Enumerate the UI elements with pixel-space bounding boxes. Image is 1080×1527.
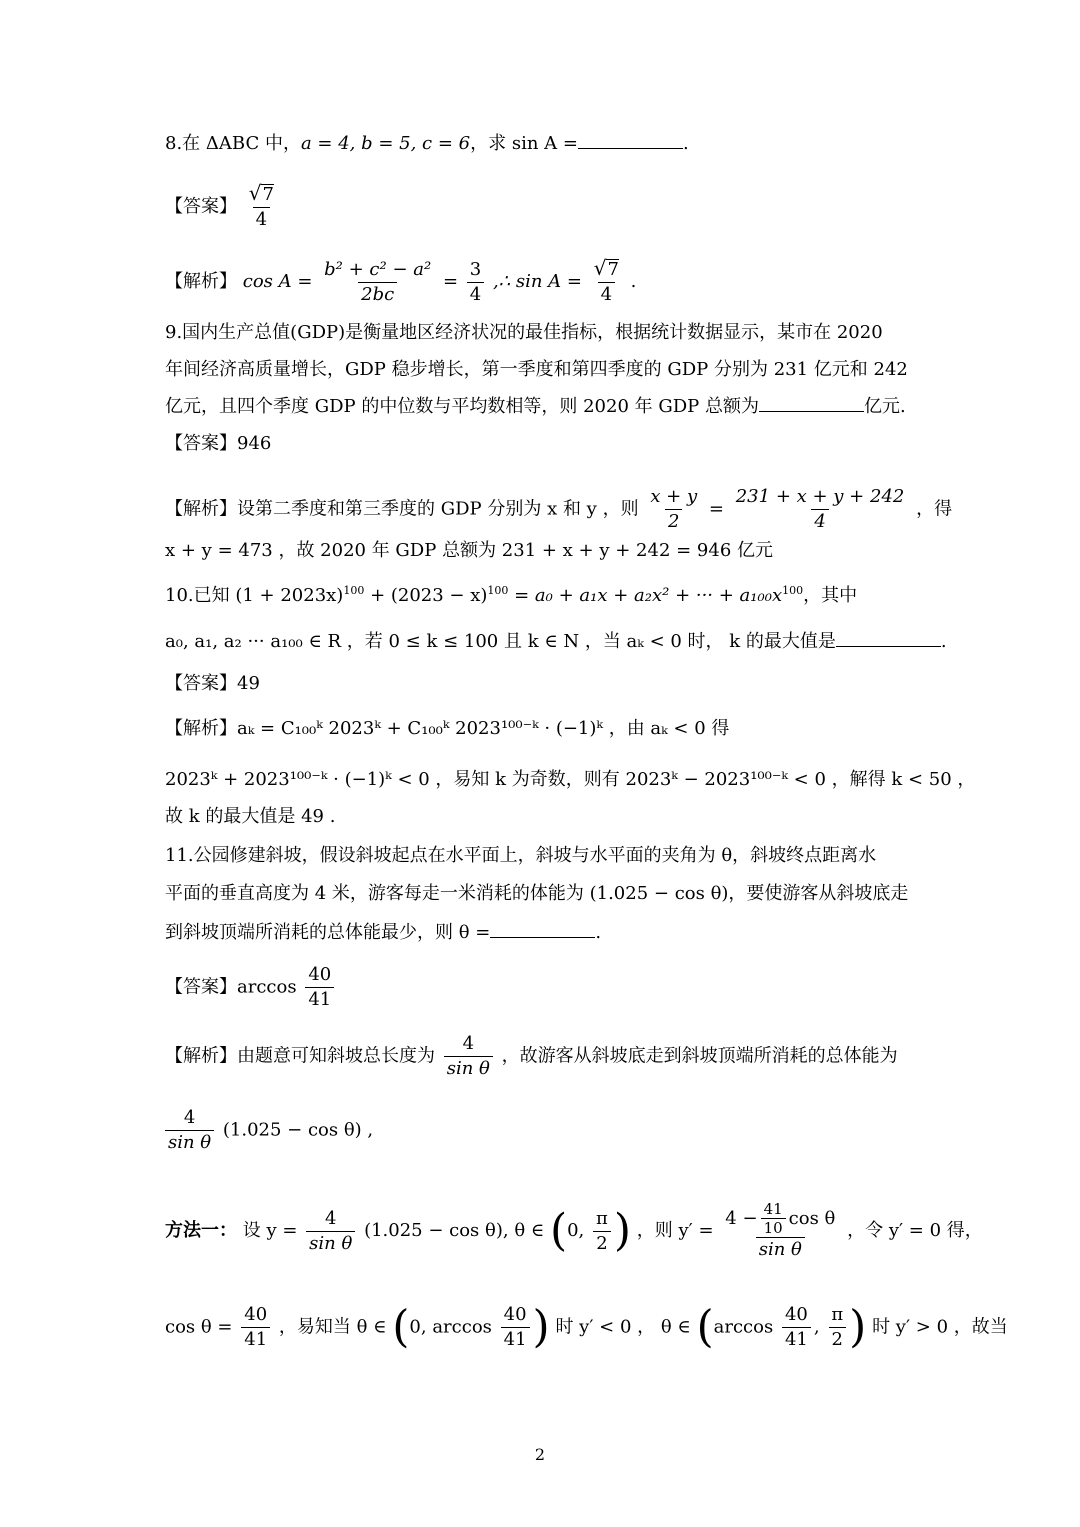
q9-frac1-den: 2 bbox=[665, 509, 682, 534]
q10-line1c: = a₀ + a₁x + a₂x² + ··· + a₁₀₀x bbox=[508, 585, 783, 606]
q11-yp-post: cos θ bbox=[788, 1207, 836, 1229]
q10-line2 bbox=[165, 631, 947, 653]
q8-stem bbox=[165, 133, 925, 155]
q11-length-frac bbox=[444, 1032, 493, 1081]
q11-interval-left: 0, bbox=[567, 1220, 585, 1241]
q11-yp-inner-den: 10 bbox=[761, 1218, 786, 1237]
q11-answer-pre: arccos bbox=[237, 976, 297, 998]
q9-answer-value: 946 bbox=[237, 433, 272, 454]
q11-int2-pre: arccos bbox=[713, 1316, 774, 1338]
q11-int1-frac bbox=[501, 1303, 530, 1352]
q11-analysis-b: ，故游客从斜坡底走到斜坡顶端所消耗的总体能为 bbox=[501, 1045, 898, 1067]
q11-int2-frac2 bbox=[828, 1303, 846, 1352]
answer-blank bbox=[759, 410, 864, 412]
q10-exp1: 100 bbox=[343, 584, 365, 597]
q11-int2-num: 40 bbox=[784, 1304, 808, 1325]
q8-analysis-a: cos A = bbox=[242, 271, 313, 292]
q11-line3 bbox=[165, 922, 925, 944]
q11-method-c: ，则 y′ = bbox=[636, 1220, 714, 1241]
q11-last-d: 时 y′ > 0 ，故当 bbox=[872, 1316, 1008, 1338]
q10-analysis-1: aₖ = C₁₀₀ᵏ 2023ᵏ + C₁₀₀ᵏ 2023¹⁰⁰⁻ᵏ · (−1)ᵏ ，由 aₖ < 0 得 bbox=[237, 718, 730, 739]
q9-analysis-line2: x + y = 473 ，故 2020 年 GDP 总额为 231 + x + y + 242 = 946 亿元 bbox=[165, 540, 774, 561]
q11-energy-rest: (1.025 − cos θ) , bbox=[222, 1119, 374, 1141]
q10-exp2: 100 bbox=[487, 584, 509, 597]
q10-line2b: . bbox=[940, 631, 947, 652]
q8-end: . bbox=[682, 133, 689, 154]
q9-analysis-a: 设第二季度和第三季度的 GDP 分别为 x 和 y ，则 bbox=[237, 498, 639, 520]
q10-answer-value: 49 bbox=[237, 673, 260, 694]
method-label: 方法一： bbox=[165, 1220, 237, 1241]
q8-cos-den: 2bc bbox=[358, 282, 397, 307]
q8-analysis-c: ,∴ sin A = bbox=[492, 271, 582, 292]
q8-cos-num: b² + c² − a² bbox=[324, 258, 432, 280]
q9-frac2 bbox=[733, 485, 908, 534]
q8-three-quarter bbox=[467, 258, 484, 307]
answer-tag: 【答案】 bbox=[165, 196, 237, 217]
q9-line1: 9.国内生产总值(GDP)是衡量地区经济状况的最佳指标，根据统计数据显示，某市在 2020 bbox=[165, 322, 883, 343]
q11-energy-num: 4 bbox=[183, 1107, 196, 1128]
analysis-tag: 【解析】 bbox=[165, 498, 237, 520]
q11-method-num: 4 bbox=[325, 1207, 337, 1229]
q11-line3b: . bbox=[595, 922, 602, 943]
q9-frac2-den: 4 bbox=[811, 509, 828, 534]
q11-last-c: 时 y′ < 0 ， θ ∈ bbox=[555, 1316, 691, 1338]
q11-answer-den: 41 bbox=[305, 987, 334, 1012]
analysis-tag: 【解析】 bbox=[165, 271, 237, 292]
page-number: 2 bbox=[534, 1445, 546, 1464]
q11-int1-pre: 0, arccos bbox=[409, 1316, 492, 1338]
q9-eq: = bbox=[708, 498, 724, 520]
answer-blank bbox=[490, 936, 595, 938]
q11-analysis-a: 由题意可知斜坡总长度为 bbox=[237, 1045, 435, 1067]
q11-line1: 11.公园修建斜坡，假设斜坡起点在水平面上，斜坡与水平面的夹角为 θ，斜坡终点距离水 bbox=[165, 845, 877, 866]
q11-last-b: ，易知当 θ ∈ bbox=[278, 1316, 387, 1338]
q10-line1 bbox=[165, 585, 925, 607]
q11-method-d: ，令 y′ = 0 得， bbox=[847, 1220, 983, 1241]
q8-frac2-num: 3 bbox=[469, 258, 482, 280]
q11-derivative-frac bbox=[722, 1200, 838, 1262]
q10-line2a: a₀, a₁, a₂ ··· a₁₀₀ ∈ R ，若 0 ≤ k ≤ 100 且 k ∈ N ，当 aₖ < 0 时， k 的最大值是 bbox=[165, 631, 836, 652]
q8-sin-fraction: √ 7 4 bbox=[593, 256, 619, 305]
q8-analysis-b: = bbox=[442, 271, 459, 292]
answer-blank bbox=[578, 147, 683, 149]
q11-last: cos θ = $\frac{40}{41}$ ，易知当 θ ∈ (0, arccos $\frac{40}{41}$ ) 时 y′ < 0 ， θ ∈ (arccos $\frac{40}{41}$ , $\frac{\pi}{2}$ ) 时 y′ > 0 ，故当 bbox=[165, 1301, 1008, 1353]
q11-method-frac bbox=[306, 1207, 355, 1256]
analysis-tag: 【解析】 bbox=[165, 1045, 237, 1067]
q11-last-num: 40 bbox=[244, 1304, 268, 1325]
q9-line3b: 亿元. bbox=[863, 396, 906, 417]
q11-line2: 平面的垂直高度为 4 米，游客每走一米消耗的体能为 (1.025 − cos θ)，要使游客从斜坡底走 bbox=[165, 883, 909, 904]
q8-condition: a = 4, b = 5, c = 6 bbox=[300, 133, 471, 154]
q8-analysis-end: . bbox=[630, 271, 637, 292]
q11-method-b: (1.025 − cos θ), θ ∈ bbox=[364, 1220, 545, 1241]
q8-stem-text: 8.在 ΔABC 中， bbox=[165, 133, 301, 154]
q11-length-den: sin θ bbox=[444, 1056, 493, 1081]
q11-int2-den2: 2 bbox=[829, 1327, 846, 1352]
q11-last-frac bbox=[241, 1303, 270, 1352]
q10-analysis-3: 故 k 的最大值是 49 . bbox=[165, 806, 336, 827]
q11-interval-num: π bbox=[596, 1207, 608, 1229]
q8-answer bbox=[165, 182, 925, 232]
q8-sin-den: 4 bbox=[598, 282, 615, 307]
q10-exp3: 100 bbox=[782, 584, 804, 597]
q11-int1-den: 41 bbox=[501, 1327, 530, 1352]
q9-frac1-num: x + y bbox=[650, 486, 698, 507]
q11-yp-den: sin θ bbox=[756, 1237, 805, 1262]
q9-frac1 bbox=[647, 485, 700, 534]
q9-line2: 年间经济高质量增长，GDP 稳步增长，第一季度和第四季度的 GDP 分别为 231 亿元和 242 bbox=[165, 359, 908, 380]
q8-answer-fraction: √ 7 4 bbox=[248, 181, 274, 230]
answer-tag: 【答案】 bbox=[165, 433, 237, 454]
answer-tag: 【答案】 bbox=[165, 673, 237, 694]
q8-cos-fraction bbox=[321, 258, 434, 307]
q10-line1a: 10.已知 (1 + 2023x) bbox=[165, 585, 344, 606]
q9-analysis-b: ，得 bbox=[916, 498, 953, 520]
q11-energy-den: sin θ bbox=[165, 1130, 214, 1155]
q11-analysis-line2 bbox=[165, 1106, 925, 1155]
q9-line3a: 亿元，且四个季度 GDP 的中位数与平均数相等，则 2020 年 GDP 总额为 bbox=[165, 396, 759, 417]
q11-interval-den: 2 bbox=[593, 1231, 610, 1256]
q11-int2-frac bbox=[782, 1303, 811, 1352]
q11-line3a: 到斜坡顶端所消耗的总体能最少，则 θ = bbox=[165, 922, 491, 943]
q9-analysis bbox=[165, 485, 953, 534]
q8-sin-radicand: 7 bbox=[607, 259, 619, 280]
q8-answer-radicand: 7 bbox=[262, 184, 274, 205]
analysis-tag: 【解析】 bbox=[165, 718, 237, 739]
q11-length-num: 4 bbox=[462, 1033, 475, 1054]
q11-int2-den: 41 bbox=[782, 1327, 811, 1352]
q9-frac2-num: 231 + x + y + 242 bbox=[735, 486, 905, 507]
q11-answer-num: 40 bbox=[308, 964, 332, 985]
q11-yp-inner-num: 41 bbox=[763, 1200, 783, 1218]
q11-method: 方法一： 设 y = $\frac{4}{\text{sin θ}}$ (1.025 − cos θ), θ ∈ (0, $\frac{\pi}{2}$ ) ，则 y′ = 4 − $\frac{41}{10}$ cos θ sin θ ，令 y′ = 0 得， bbox=[165, 1200, 983, 1260]
q8-question: ，求 sin A = bbox=[470, 133, 578, 154]
answer-tag: 【答案】 bbox=[165, 976, 237, 998]
q11-int2-mid: , bbox=[813, 1316, 820, 1338]
q11-method-a: 设 y = bbox=[242, 1220, 298, 1241]
q10-analysis bbox=[165, 718, 925, 740]
q9-line3 bbox=[165, 396, 925, 418]
q11-interval-frac bbox=[593, 1207, 611, 1256]
q10-line1b: + (2023 − x) bbox=[364, 585, 488, 606]
q8-answer-den: 4 bbox=[253, 207, 270, 232]
q11-energy-frac bbox=[165, 1106, 214, 1155]
q11-yp-pre: 4 − bbox=[725, 1207, 758, 1229]
q11-last-den: 41 bbox=[241, 1327, 270, 1352]
q11-answer bbox=[165, 963, 925, 1012]
q11-method-den: sin θ bbox=[306, 1231, 355, 1256]
q9-answer bbox=[165, 433, 925, 455]
q11-int1-num: 40 bbox=[503, 1304, 527, 1325]
q11-answer-frac bbox=[305, 963, 334, 1012]
q11-last-a: cos θ = bbox=[165, 1316, 233, 1338]
q11-int2-num2: π bbox=[831, 1304, 844, 1325]
q10-line1d: ，其中 bbox=[803, 585, 858, 606]
q8-frac2-den: 4 bbox=[467, 282, 484, 307]
q10-analysis-2: 2023ᵏ + 2023¹⁰⁰⁻ᵏ · (−1)ᵏ < 0 ，易知 k 为奇数，则有 2023ᵏ − 2023¹⁰⁰⁻ᵏ < 0 ，解得 k < 50 ， bbox=[165, 769, 976, 790]
answer-blank bbox=[836, 645, 941, 647]
q11-analysis bbox=[165, 1032, 925, 1081]
q8-analysis bbox=[165, 257, 925, 307]
q10-answer bbox=[165, 673, 925, 695]
